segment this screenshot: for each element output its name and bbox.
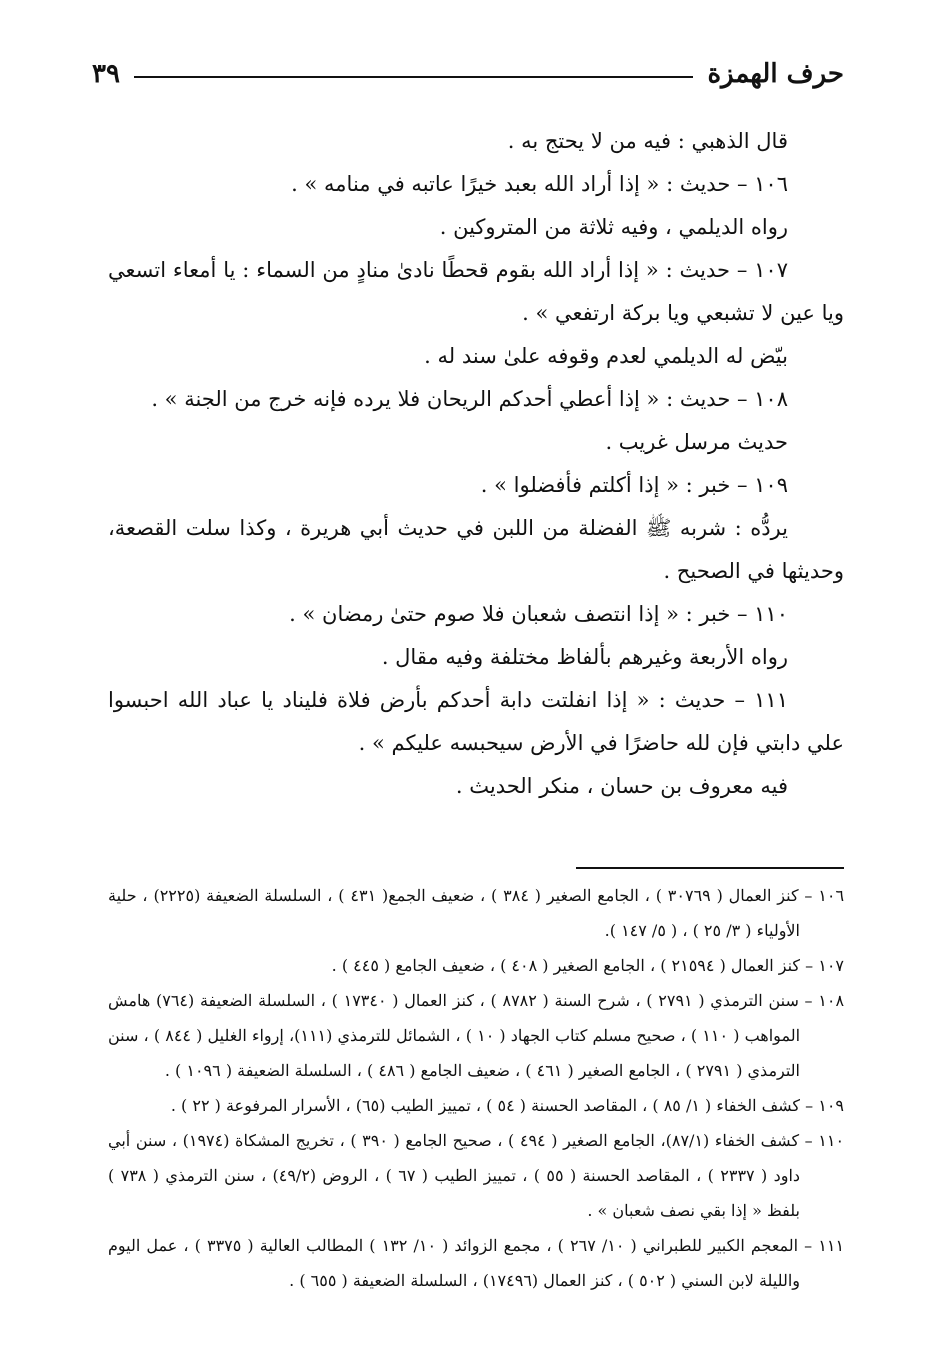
header-rule — [134, 76, 694, 78]
footnote-107: ١٠٧ – كنز العمال ( ٢١٥٩٤ ) ، الجامع الصغير ( ٤٠٨ ) ، ضعيف الجامع ( ٤٤٥ ) . — [331, 956, 844, 975]
hadith-entry-109: ١٠٩ – خبر : « إذا أكلتم فأفضلوا » . — [480, 473, 788, 497]
hadith-entry-111: ١١١ – حديث : « إذا انفلتت دابة أحدكم بأرض فلاة فليناد يا عباد الله احبسوا علي دابتي فإن لله حاضرًا في الأرض سيحبسه عليكم » . — [108, 688, 844, 755]
footnote-111: ١١١ – المعجم الكبير للطبراني ( ١٠/ ٢٦٧ ) ، مجمع الزوائد ( ١٠/ ١٣٢ ) المطالب العالية ( ٣٣٧٥ ) ، عمل اليوم والليلة لابن السني ( ٥٠٢ ) ، كنز العمال (١٧٤٩٦) ، السلسلة الضعيفة ( ٦٥٥ ) . — [108, 1236, 845, 1290]
paragraph: رواه الأربعة وغيرهم بألفاظ مختلفة وفيه مقال . — [381, 645, 788, 669]
footnotes — [108, 878, 844, 1298]
footnote-106: ١٠٦ – كنز العمال ( ٣٠٧٦٩ ) ، الجامع الصغير ( ٣٨٤ ) ، ضعيف الجمع( ٤٣١ ) ، السلسلة الضعيفة (٢٢٢٥) ، حلية الأولياء ( ٣/ ٢٥ ) ، ( ٥/ ١٤٧ ). — [108, 886, 845, 940]
hadith-entry-106: ١٠٦ – حديث : « إذا أراد الله بعبد خيرًا عاتبه في منامه » . — [291, 172, 788, 196]
page-number: ٣٩ — [92, 59, 120, 89]
paragraph: رواه الديلمي ، وفيه ثلاثة من المتروكين . — [439, 215, 788, 239]
footnote-separator — [576, 867, 844, 869]
header-title: حرف الهمزة — [707, 59, 844, 89]
paragraph: بيّض له الديلمي لعدم وقوفه علىٰ سند له . — [424, 344, 788, 368]
footnote-109: ١٠٩ – كشف الخفاء ( ١/ ٨٥ ) ، المقاصد الحسنة ( ٥٤ ) ، تمييز الطيب (٦٥) ، الأسرار المرفوعة ( ٢٢ ) . — [170, 1096, 844, 1115]
paragraph: قال الذهبي : فيه من لا يحتج به . — [507, 129, 788, 153]
hadith-entry-108: ١٠٨ – حديث : « إذا أعطي أحدكم الريحان فلا يرده فإنه خرج من الجنة » . — [151, 387, 788, 411]
paragraph: فيه معروف بن حسان ، منكر الحديث . — [455, 774, 788, 798]
running-header — [92, 54, 844, 94]
hadith-entry-110: ١١٠ – خبر : « إذا انتصف شعبان فلا صوم حتىٰ رمضان » . — [289, 602, 788, 626]
hadith-entry-107: ١٠٧ – حديث : « إذا أراد الله بقوم قحطًا نادىٰ منادٍ من السماء : يا أمعاء اتسعي ويا عين لا تشبعي ويا بركة ارتفعي » . — [108, 258, 844, 325]
footnote-108: ١٠٨ – سنن الترمذي ( ٢٧٩١ ) ، شرح السنة ( ٨٧٨٢ ) ، كنز العمال ( ١٧٣٤٠ ) ، السلسلة الضعيفة (٧٦٤) هامش المواهب ( ١١٠ ) ، صحيح مسلم كتاب الجهاد ( ١٠ ) ، الشمائل للترمذي (١١١)، إرواء الغليل ( ٨٤٤ ) ، سنن الترمذي ( ٢٧٩١ ) ، الجامع الصغير ( ٤٦١ ) ، ضعيف الجامع ( ٤٨٦ ) ، السلسلة الضعيفة ( ١٠٩٦ ) . — [108, 991, 845, 1080]
paragraph: يردُّه : شربه ﷺ الفضلة من اللبن في حديث أبي هريرة ، وكذا سلت القصعة، وحديثها في الصحيح . — [108, 516, 844, 583]
paragraph: حديث مرسل غريب . — [605, 430, 788, 454]
footnote-110: ١١٠ – كشف الخفاء (٨٧/١)، الجامع الصغير ( ٤٩٤ ) ، صحيح الجامع ( ٣٩٠ ) ، تخريج المشكاة (١٩٧٤) ، سنن أبي داود ( ٢٣٣٧ ) ، المقاصد الحسنة ( ٥٥ ) ، تمييز الطيب ( ٦٧ ) ، الروض (٤٩/٢) ، سنن الترمذي ( ٧٣٨ ) بلفظ « إذا بقي نصف شعبان » . — [108, 1131, 845, 1220]
main-text — [108, 120, 844, 808]
